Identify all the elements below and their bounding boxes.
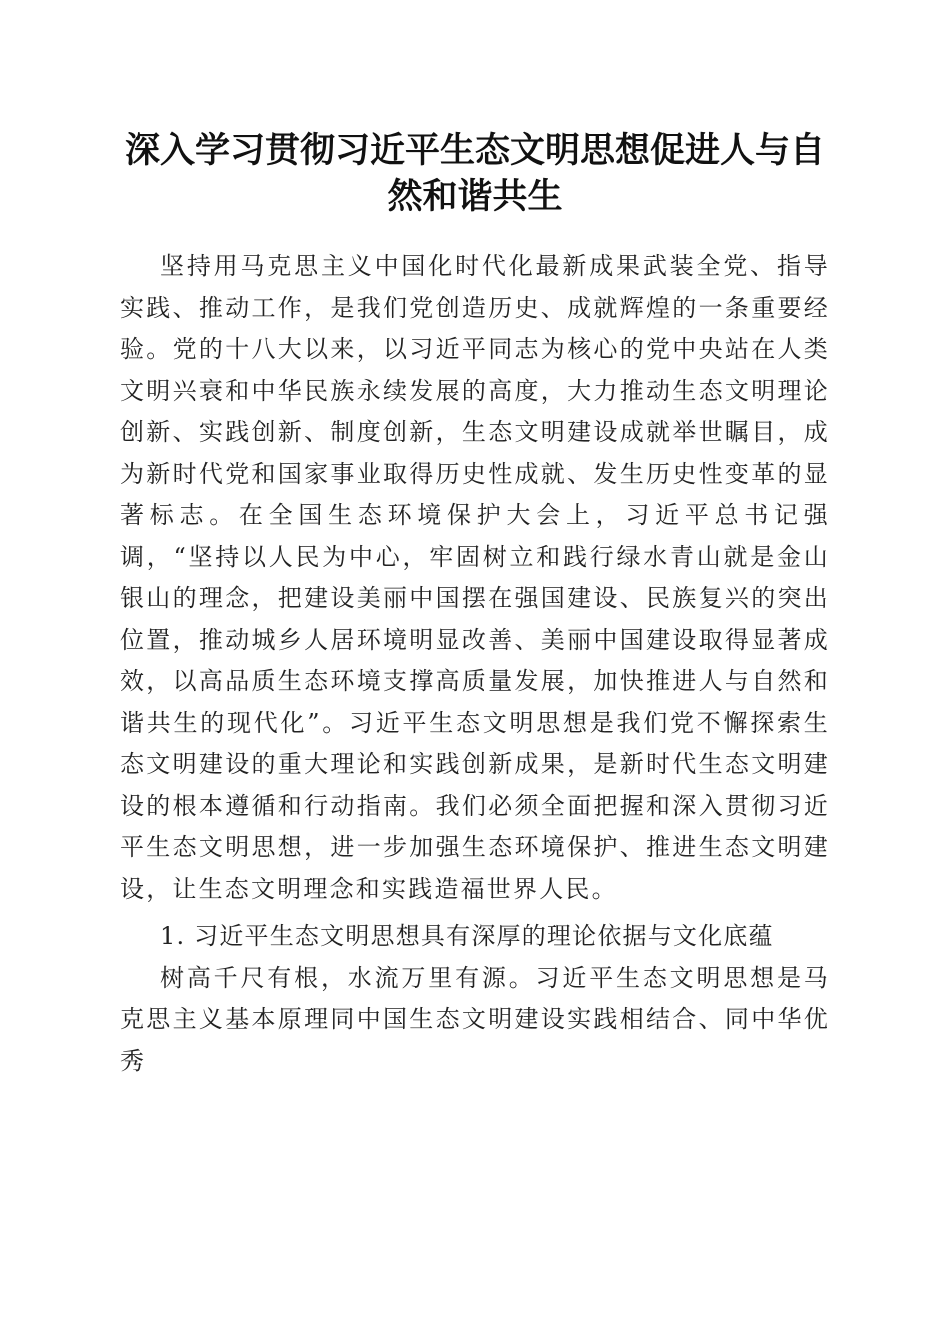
intro-paragraph: 坚持用马克思主义中国化时代化最新成果武装全党、指导实践、推动工作，是我们党创造历史、成就辉煌的一条重要经验。党的十八大以来，以习近平同志为核心的党中央站在人类文明兴衰和中华民族永续发展的高度，大力推动生态文明理论创新、实践创新、制度创新，生态文明建设成就举世瞩目，成为新时代党和国家事业取得历史性成就、发生历史性变革的显著标志。在全国生态环境保护大会上，习近平总书记强调，“坚持以人民为中心，牢固树立和践行绿水青山就是金山银山的理念，把建设美丽中国摆在强国建设、民族复兴的突出位置，推动城乡人居环境明显改善、美丽中国建设取得显著成效，以高品质生态环境支撑高质量发展，加快推进人与自然和谐共生的现代化”。习近平生态文明思想是我们党不懈探索生态文明建设的重大理论和实践创新成果，是新时代生态文明建设的根本遵循和行动指南。我们必须全面把握和深入贯彻习近平生态文明思想，进一步加强生态环境保护、推进生态文明建设，让生态文明理念和实践造福世界人民。: [120, 252, 830, 903]
document-title: 深入学习贯彻习近平生态文明思想促进人与自然和谐共生: [124, 130, 825, 217]
section-heading: 1. 习近平生态文明思想具有深厚的理论依据与文化底蕴: [160, 922, 774, 950]
section-paragraph: 树高千尺有根，水流万里有源。习近平生态文明思想是马克思主义基本原理同中国生态文明建设实践相结合、同中华优秀: [120, 963, 830, 1075]
document-body: [120, 246, 830, 1082]
